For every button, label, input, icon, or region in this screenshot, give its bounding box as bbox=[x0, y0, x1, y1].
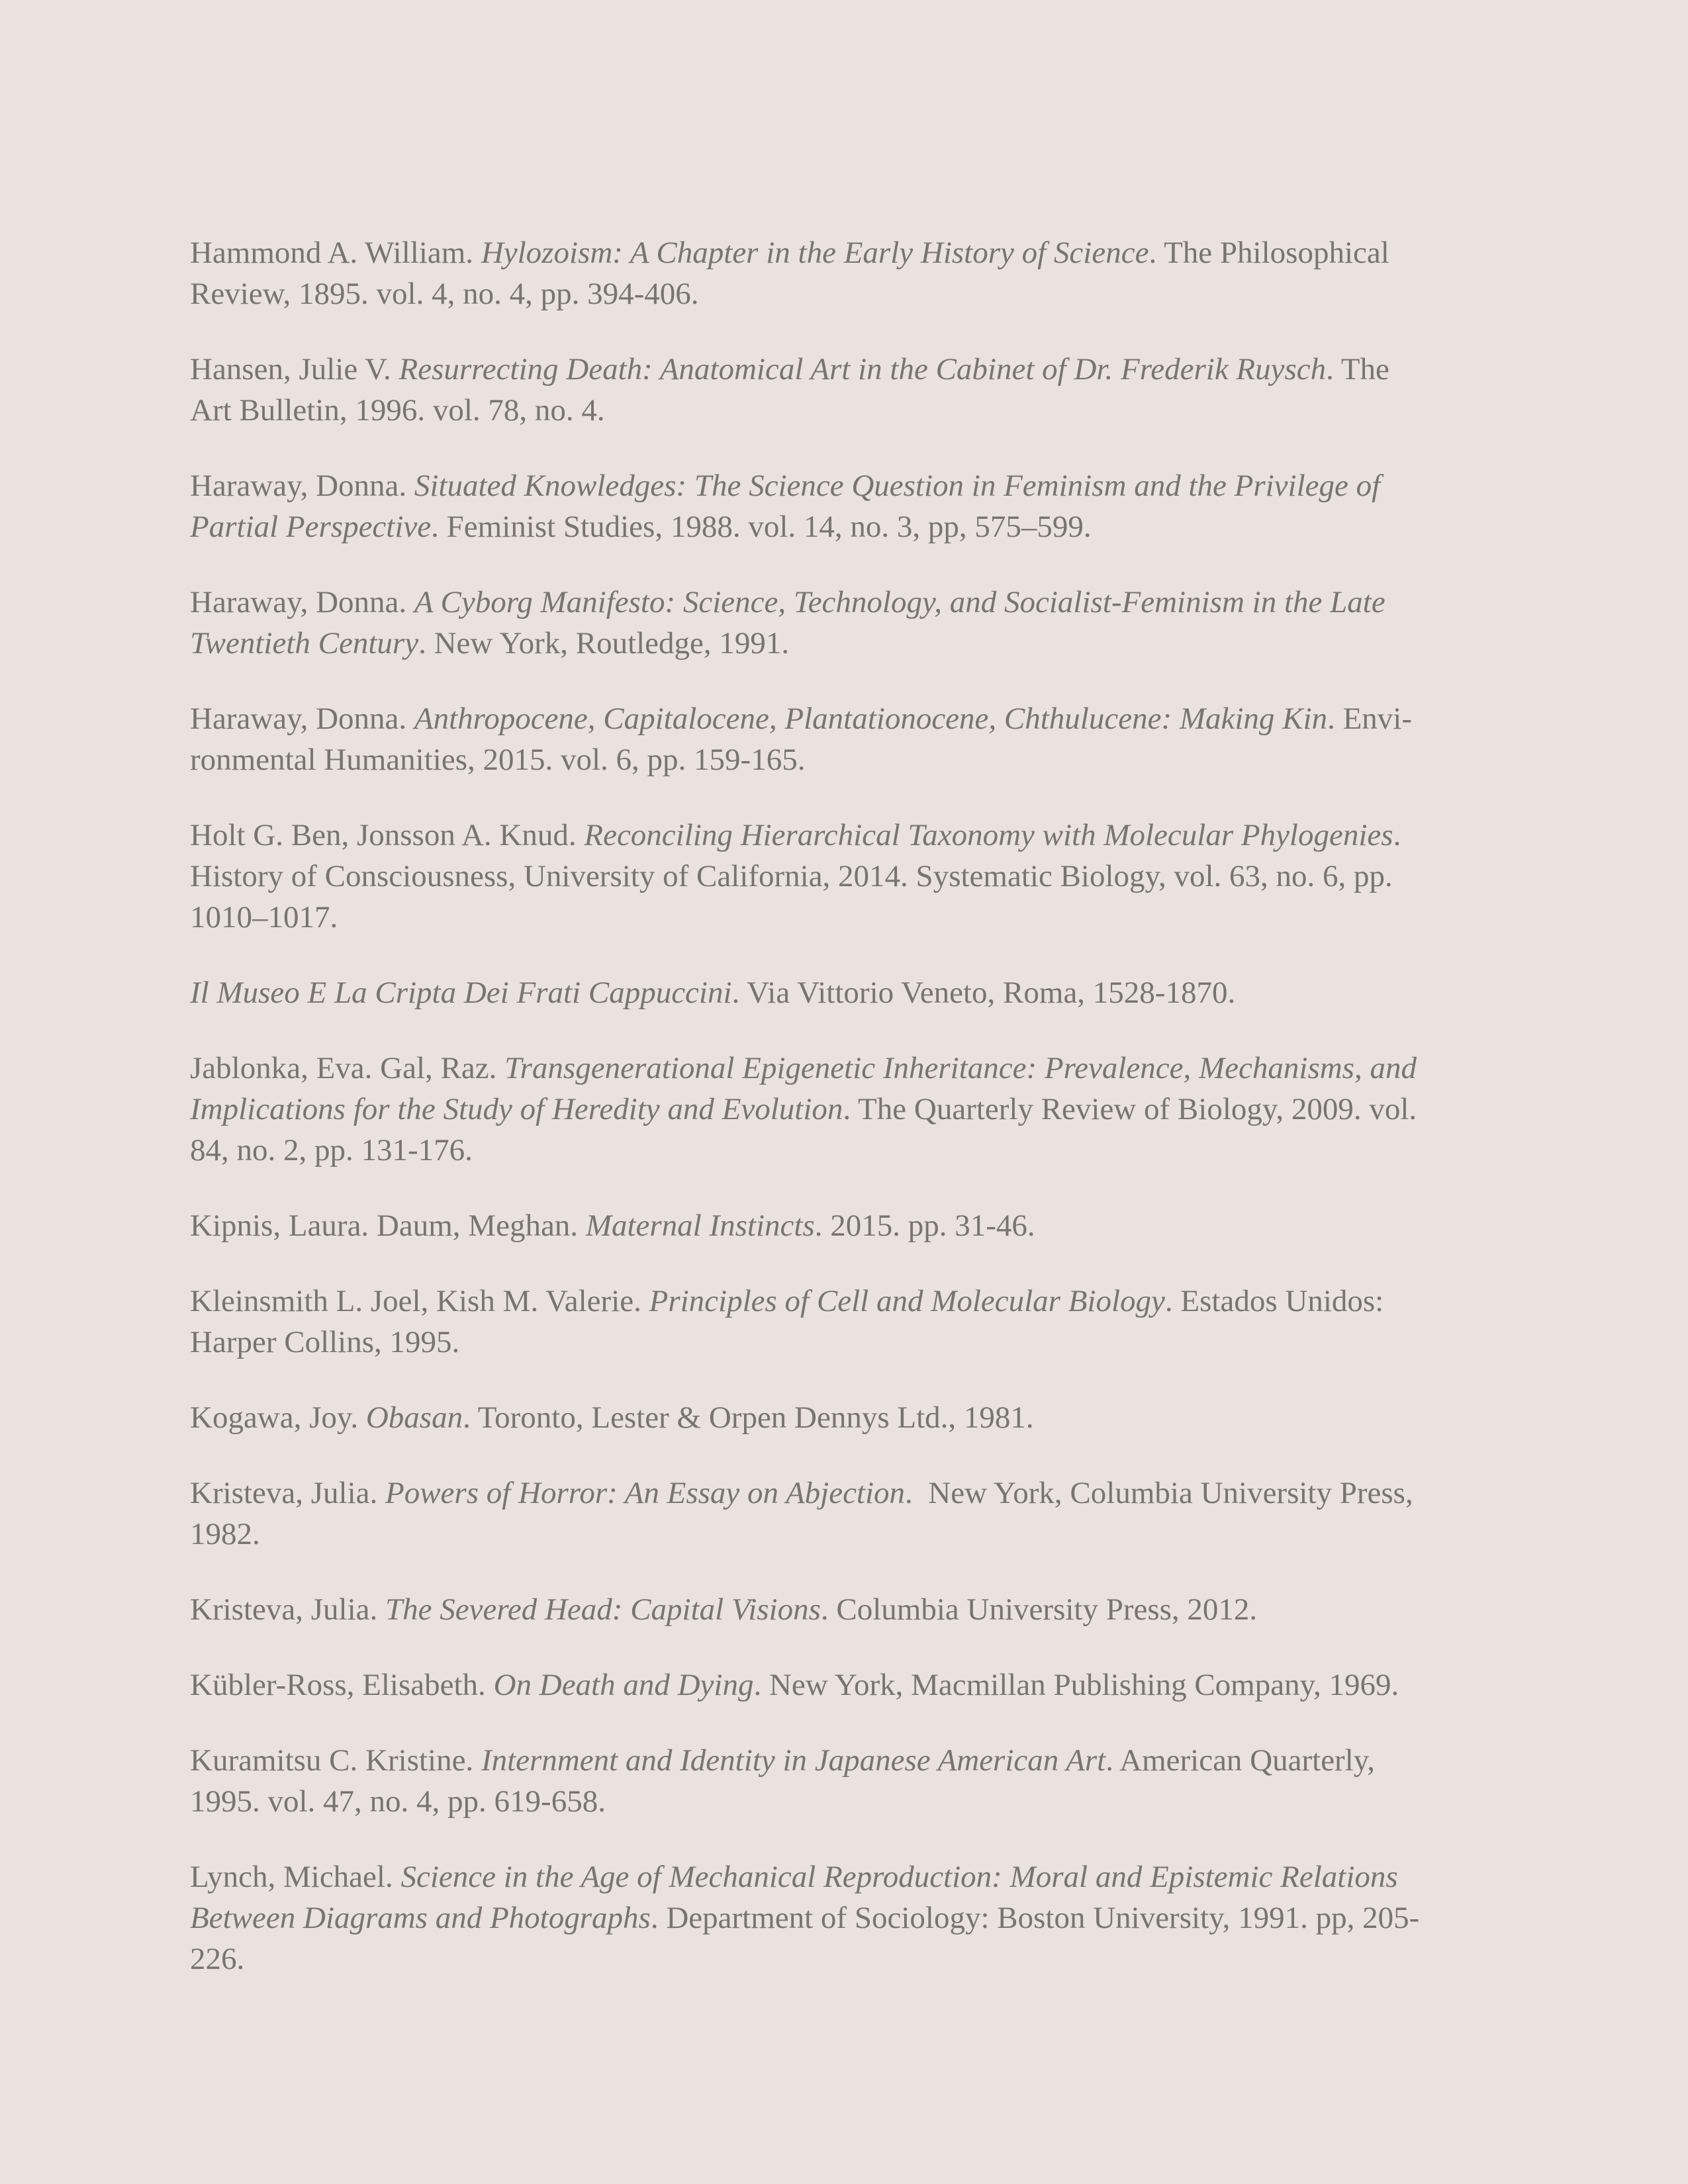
work-title-text: Partial Perspective bbox=[190, 510, 432, 544]
citation-text: . Columbia University Press, 2012. bbox=[820, 1592, 1258, 1627]
work-title-text: Implications for the Study of Heredity and Evolution bbox=[190, 1092, 843, 1126]
entry-line bbox=[190, 1322, 1514, 1363]
work-title-text: A Cyborg Manifesto: Science, Technology, and Socialist-Feminism in the Late bbox=[414, 585, 1385, 619]
entry-line bbox=[190, 1856, 1514, 1897]
entry-line bbox=[190, 698, 1514, 739]
work-title-text: Transgenerational Epigenetic Inheritance: Prevalence, Mechanisms, and bbox=[504, 1051, 1417, 1085]
bibliography-entry bbox=[190, 1473, 1514, 1555]
entry-line bbox=[190, 1740, 1514, 1781]
works-cited-list bbox=[190, 232, 1514, 2014]
work-title-text: Between Diagrams and Photographs bbox=[190, 1901, 651, 1935]
citation-text: Hansen, Julie V. bbox=[190, 352, 399, 387]
work-title-text: Resurrecting Death: Anatomical Art in the Cabinet of Dr. Frederik Ruysch bbox=[399, 352, 1327, 387]
entry-line bbox=[190, 972, 1514, 1013]
citation-text: 1010–1017. bbox=[190, 900, 338, 934]
bibliography-entry bbox=[190, 1856, 1514, 1979]
bibliography-entry bbox=[190, 1281, 1514, 1363]
citation-text: . Via Vittorio Veneto, Roma, 1528-1870. bbox=[731, 976, 1236, 1010]
citation-text: Jablonka, Eva. Gal, Raz. bbox=[190, 1051, 505, 1085]
work-title-text: Internment and Identity in Japanese American Art bbox=[481, 1743, 1106, 1778]
entry-line bbox=[190, 273, 1514, 314]
citation-text: 226. bbox=[190, 1942, 245, 1976]
citation-text: . Department of Sociology: Boston University, 1991. pp, 205- bbox=[650, 1901, 1420, 1935]
bibliography-entry bbox=[190, 1740, 1514, 1822]
entry-line bbox=[190, 390, 1514, 431]
work-title-text: Reconciling Hierarchical Taxonomy with Molecular Phylogenies bbox=[584, 818, 1393, 852]
citation-text: . The Philosophical bbox=[1149, 236, 1389, 270]
citation-text: . New York, Routledge, 1991. bbox=[418, 626, 790, 660]
work-title-text: Il Museo E La Cripta Dei Frati Cappuccini bbox=[190, 976, 732, 1010]
citation-text: Holt G. Ben, Jonsson A. Knud. bbox=[190, 818, 585, 852]
citation-text: Kristeva, Julia. bbox=[190, 1476, 385, 1510]
bibliography-entry bbox=[190, 815, 1514, 938]
citation-text: Kleinsmith L. Joel, Kish M. Valerie. bbox=[190, 1284, 649, 1318]
bibliography-entry bbox=[190, 1664, 1514, 1706]
citation-text: . New York, Macmillan Publishing Company, 1969. bbox=[753, 1668, 1399, 1702]
citation-text: . Estados Unidos: bbox=[1164, 1284, 1384, 1318]
citation-text: . The bbox=[1326, 352, 1389, 387]
bibliography-entry bbox=[190, 1589, 1514, 1630]
citation-text: . Toronto, Lester & Orpen Dennys Ltd., 1981. bbox=[463, 1400, 1034, 1435]
citation-text: . Feminist Studies, 1988. vol. 14, no. 3, pp, 575–599. bbox=[431, 510, 1092, 544]
bibliography-entry bbox=[190, 1048, 1514, 1171]
citation-text: Kogawa, Joy. bbox=[190, 1400, 366, 1435]
entry-line bbox=[190, 1781, 1514, 1822]
bibliography-entry bbox=[190, 349, 1514, 431]
work-title-text: Powers of Horror: An Essay on Abjection bbox=[385, 1476, 906, 1510]
entry-line bbox=[190, 1397, 1514, 1438]
citation-text: Art Bulletin, 1996. vol. 78, no. 4. bbox=[190, 393, 605, 428]
citation-text: 1995. vol. 47, no. 4, pp. 619-658. bbox=[190, 1784, 606, 1819]
citation-text: . 2015. pp. 31-46. bbox=[814, 1208, 1035, 1243]
entry-line bbox=[190, 1048, 1514, 1089]
entry-line bbox=[190, 349, 1514, 390]
entry-line bbox=[190, 1664, 1514, 1706]
entry-line bbox=[190, 856, 1514, 897]
work-title-text: The Severed Head: Capital Visions bbox=[385, 1592, 821, 1627]
entry-line bbox=[190, 1897, 1514, 1938]
work-title-text: Principles of Cell and Molecular Biology bbox=[649, 1284, 1165, 1318]
citation-text: Lynch, Michael. bbox=[190, 1860, 401, 1894]
entry-line bbox=[190, 1473, 1514, 1514]
citation-text: . American Quarterly, bbox=[1105, 1743, 1375, 1778]
citation-text: Kuramitsu C. Kristine. bbox=[190, 1743, 481, 1778]
citation-text: . The Quarterly Review of Biology, 2009. vol. bbox=[843, 1092, 1417, 1126]
bibliography-entry bbox=[190, 698, 1514, 780]
entry-line bbox=[190, 1130, 1514, 1171]
entry-line bbox=[190, 232, 1514, 273]
citation-text: Haraway, Donna. bbox=[190, 702, 414, 736]
citation-text: 1982. bbox=[190, 1517, 260, 1551]
entry-line bbox=[190, 582, 1514, 623]
bibliography-entry bbox=[190, 1205, 1514, 1246]
entry-line bbox=[190, 1589, 1514, 1630]
work-title-text: Twentieth Century bbox=[190, 626, 419, 660]
citation-text: ronmental Humanities, 2015. vol. 6, pp. 159-165. bbox=[190, 743, 806, 777]
citation-text: Hammond A. William. bbox=[190, 236, 481, 270]
citation-text: Harper Collins, 1995. bbox=[190, 1325, 460, 1359]
work-title-text: Situated Knowledges: The Science Question in Feminism and the Privilege of bbox=[414, 469, 1381, 503]
work-title-text: Science in the Age of Mechanical Reproduction: Moral and Epistemic Relations bbox=[400, 1860, 1398, 1894]
citation-text: Kipnis, Laura. Daum, Meghan. bbox=[190, 1208, 586, 1243]
entry-line bbox=[190, 1938, 1514, 1979]
work-title-text: Maternal Instincts bbox=[585, 1208, 815, 1243]
citation-text: History of Consciousness, University of California, 2014. Systematic Biology, vol. 63, no. 6, pp. bbox=[190, 859, 1393, 893]
citation-text: Kristeva, Julia. bbox=[190, 1592, 385, 1627]
citation-text: . Envi- bbox=[1327, 702, 1412, 736]
citation-text: . bbox=[1393, 818, 1401, 852]
bibliography-entry bbox=[190, 232, 1514, 314]
work-title-text: Obasan bbox=[365, 1400, 463, 1435]
work-title-text: On Death and Dying bbox=[493, 1668, 754, 1702]
entry-line bbox=[190, 506, 1514, 547]
work-title-text: Hylozoism: A Chapter in the Early History of Science bbox=[481, 236, 1149, 270]
entry-line bbox=[190, 1514, 1514, 1555]
bibliography-entry bbox=[190, 1397, 1514, 1438]
entry-line bbox=[190, 739, 1514, 780]
bibliography-entry bbox=[190, 972, 1514, 1013]
entry-line bbox=[190, 465, 1514, 506]
entry-line bbox=[190, 1089, 1514, 1130]
entry-line bbox=[190, 1281, 1514, 1322]
citation-text: Kübler-Ross, Elisabeth. bbox=[190, 1668, 494, 1702]
citation-text: 84, no. 2, pp. 131-176. bbox=[190, 1133, 473, 1167]
work-title-text: Anthropocene, Capitalocene, Plantationocene, Chthulucene: Making Kin bbox=[414, 702, 1328, 736]
entry-line bbox=[190, 1205, 1514, 1246]
citation-text: . New York, Columbia University Press, bbox=[905, 1476, 1413, 1510]
bibliography-entry bbox=[190, 582, 1514, 664]
entry-line bbox=[190, 623, 1514, 664]
entry-line bbox=[190, 897, 1514, 938]
citation-text: Haraway, Donna. bbox=[190, 469, 414, 503]
entry-line bbox=[190, 815, 1514, 856]
citation-text: Review, 1895. vol. 4, no. 4, pp. 394-406. bbox=[190, 277, 699, 311]
bibliography-entry bbox=[190, 465, 1514, 547]
citation-text: Haraway, Donna. bbox=[190, 585, 414, 619]
